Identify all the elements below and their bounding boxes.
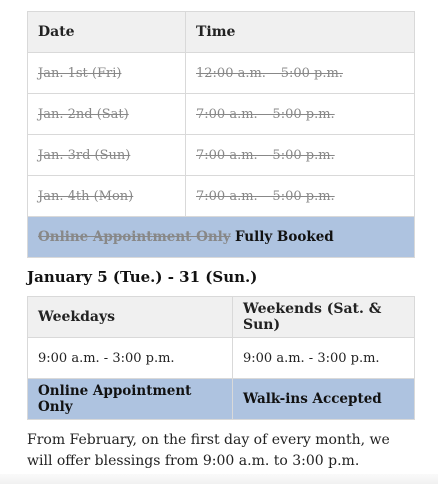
table-row xyxy=(28,338,415,379)
table-header-row xyxy=(28,12,415,53)
weekend-booking-type-cell: Walk-ins Accepted xyxy=(233,379,415,420)
table-row xyxy=(28,53,415,94)
weekdays-column-header: Weekdays xyxy=(28,297,233,338)
table-row xyxy=(28,135,415,176)
date-cell: Jan. 4th (Mon) xyxy=(28,176,186,217)
weekend-hours-cell: 9:00 a.m. - 3:00 p.m. xyxy=(233,338,415,379)
booking-status-row xyxy=(28,217,415,258)
table-header-row xyxy=(28,297,415,338)
booking-type-row xyxy=(28,379,415,420)
weekends-column-header: Weekends (Sat. & Sun) xyxy=(233,297,415,338)
january-schedule-table xyxy=(27,296,415,420)
table-row xyxy=(28,94,415,135)
date-cell: Jan. 3rd (Sun) xyxy=(28,135,186,176)
time-cell: 7:00 a.m. – 5:00 p.m. xyxy=(186,176,415,217)
date-cell: Jan. 2nd (Sat) xyxy=(28,94,186,135)
february-note: From February, on the first day of every month, we will offer blessings from 9:00 a.m. to 3:00 p.m. xyxy=(27,432,390,469)
time-cell: 7:00 a.m. – 5:00 p.m. xyxy=(186,135,415,176)
time-cell: 12:00 a.m. – 5:00 p.m. xyxy=(186,53,415,94)
date-column-header: Date xyxy=(28,12,186,53)
bottom-edge xyxy=(0,474,438,484)
online-appointment-struck-text: Online Appointment Only xyxy=(38,229,231,245)
date-cell: Jan. 1st (Fri) xyxy=(28,53,186,94)
time-column-header: Time xyxy=(186,12,415,53)
new-year-schedule-table xyxy=(27,11,415,258)
time-cell: 7:00 a.m. – 5:00 p.m. xyxy=(186,94,415,135)
weekday-hours-cell: 9:00 a.m. - 3:00 p.m. xyxy=(28,338,233,379)
booking-status-cell xyxy=(28,217,415,258)
weekday-booking-type-cell: Online Appointment Only xyxy=(28,379,233,420)
fully-booked-text: Fully Booked xyxy=(234,229,334,245)
section-title: January 5 (Tue.) - 31 (Sun.) xyxy=(27,268,258,286)
table-row xyxy=(28,176,415,217)
